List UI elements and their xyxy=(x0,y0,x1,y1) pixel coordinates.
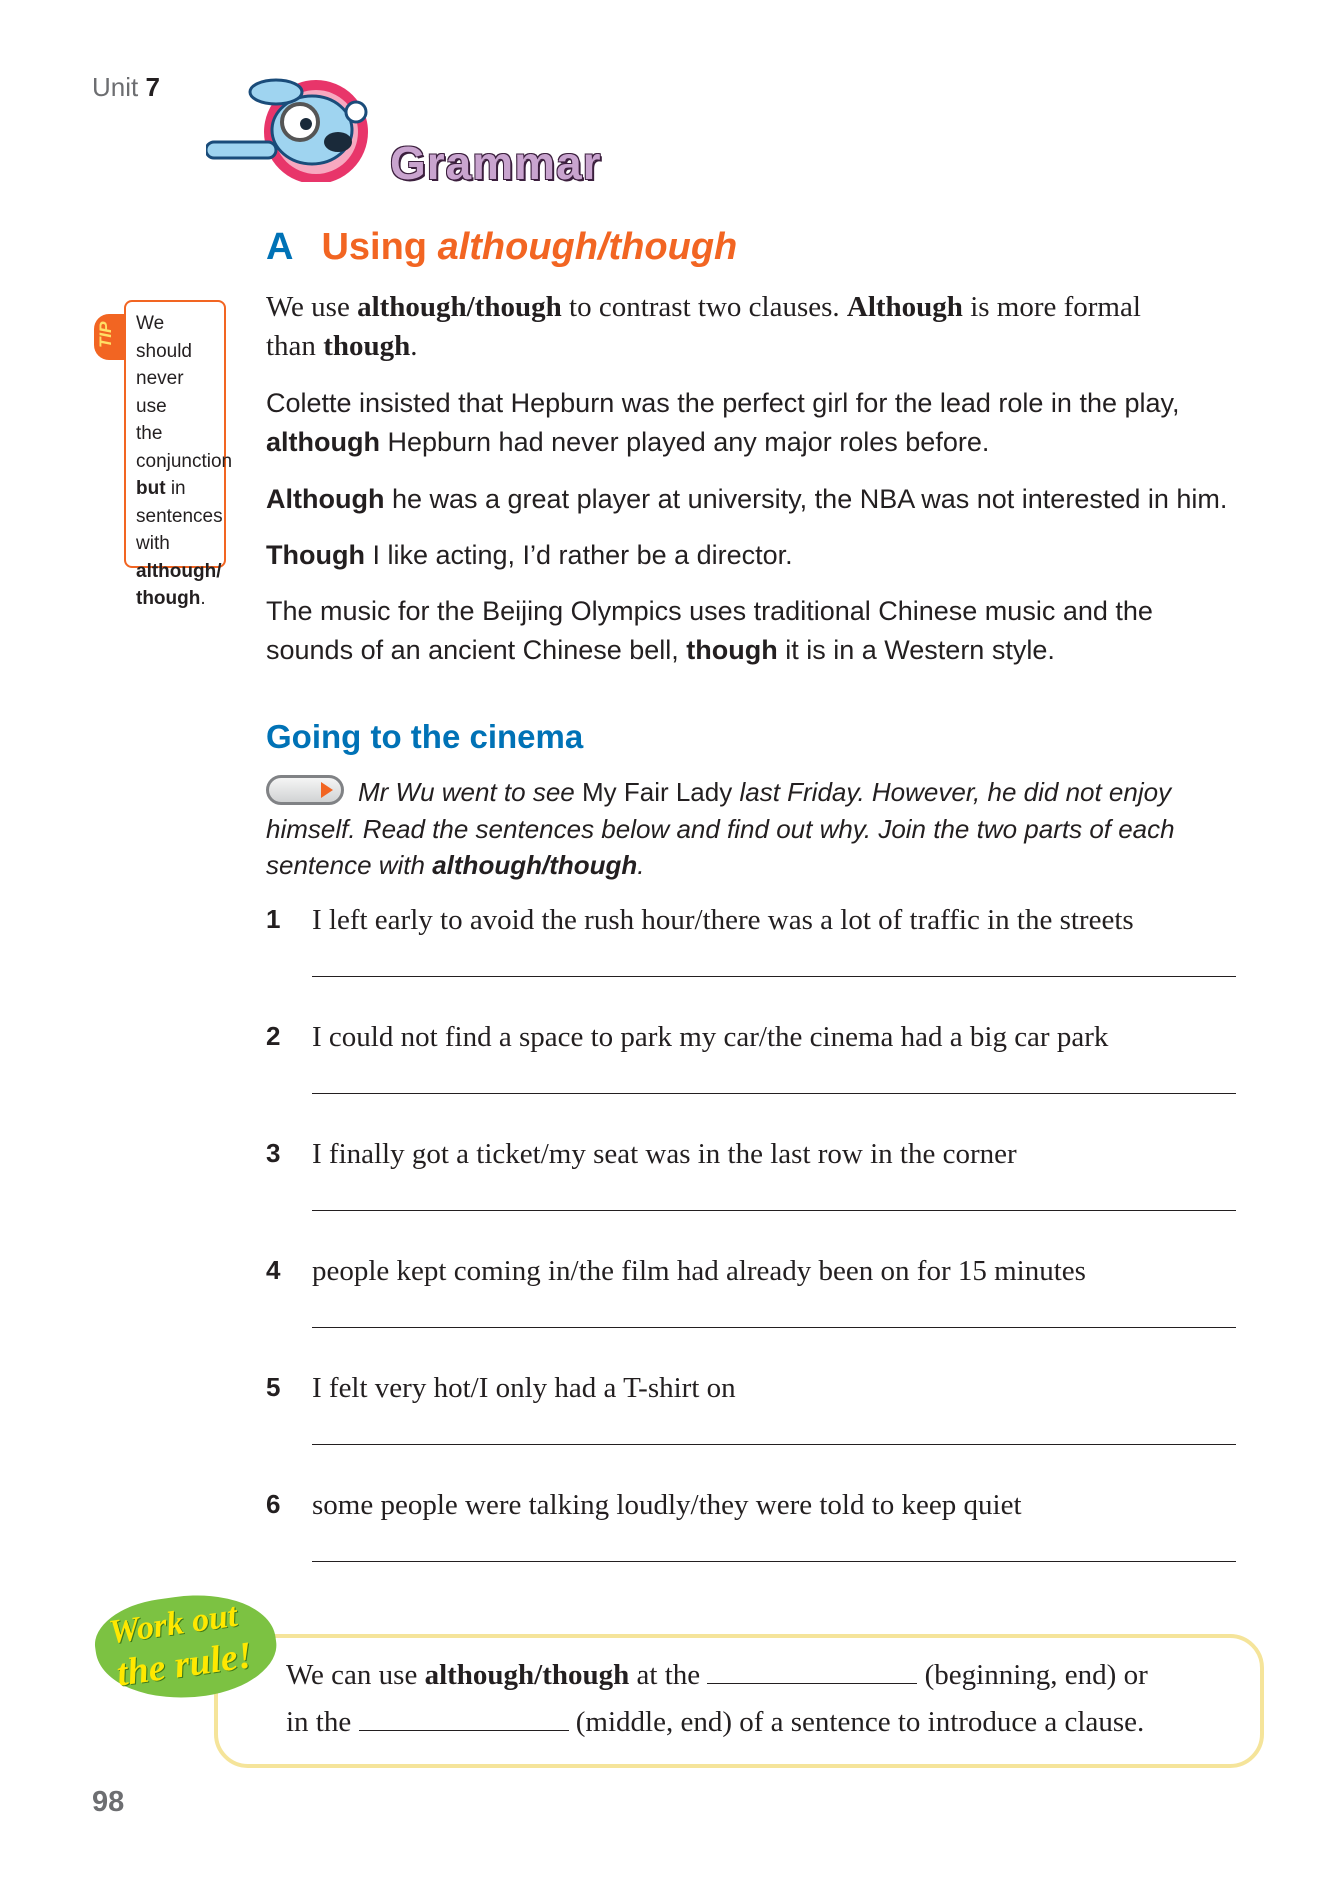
text: Mr Wu went to see xyxy=(358,777,582,807)
grammar-title: Grammar xyxy=(390,137,602,189)
tip-line: sentences xyxy=(136,505,223,527)
bold-text: Although xyxy=(266,484,385,514)
tip-line: with xyxy=(136,533,170,554)
bold-text: Although xyxy=(846,291,963,323)
unit-number: 7 xyxy=(145,72,160,102)
tip-bold-word: though xyxy=(136,588,201,609)
bold-text: though xyxy=(323,330,411,362)
tip-line: the xyxy=(136,423,163,444)
tip-text: . xyxy=(200,588,206,609)
item-text: people kept coming in/the film had already been on for 15 minutes xyxy=(312,1255,1086,1287)
badge-line: the rule! xyxy=(114,1634,255,1695)
item-number: 6 xyxy=(266,1489,281,1519)
badge-line: Work out xyxy=(106,1596,240,1652)
section-letter: A xyxy=(266,226,294,268)
example-3 xyxy=(266,536,793,575)
text: sentence with xyxy=(266,850,433,880)
text: himself. Read the sentences below and find out why. Join the two parts of each xyxy=(266,813,1175,844)
example-1 xyxy=(266,384,1180,462)
page-number: 98 xyxy=(92,1786,125,1818)
bold-text: although/though xyxy=(432,850,638,880)
text: (middle, end) of a sentence to introduce a clause. xyxy=(568,1706,1145,1738)
tip-line: never use xyxy=(136,368,184,417)
example-4 xyxy=(266,592,1153,670)
item-number: 2 xyxy=(266,1021,281,1051)
tip-line xyxy=(136,475,218,503)
item-text: I could not find a space to park my car/the cinema had a big car park xyxy=(312,1021,1109,1053)
rule-blank[interactable] xyxy=(359,1707,569,1731)
example-2 xyxy=(266,480,1227,519)
answer-line[interactable] xyxy=(312,1210,1236,1211)
tip-line: conjunction xyxy=(136,450,233,472)
item-number: 5 xyxy=(266,1372,281,1402)
item-number: 3 xyxy=(266,1138,281,1168)
text: We can use xyxy=(286,1659,425,1691)
text: The music for the Beijing Olympics uses traditional Chinese music and the xyxy=(266,596,1153,626)
bold-text: although/though xyxy=(357,291,562,323)
tip-bold-word: but xyxy=(136,478,166,499)
text: last Friday. However, he did not enjoy xyxy=(732,777,1172,807)
answer-line[interactable] xyxy=(312,1561,1236,1562)
text: Colette insisted that Hepburn was the perfect girl for the lead role in the play, xyxy=(266,388,1180,418)
item-text: some people were talking loudly/they were told to keep quiet xyxy=(312,1489,1022,1521)
item-text: I left early to avoid the rush hour/there was a lot of traffic in the streets xyxy=(312,904,1134,936)
text: sounds of an ancient Chinese bell, xyxy=(266,635,687,665)
tip-line xyxy=(136,585,218,613)
tip-bold-word: although/ xyxy=(136,560,222,582)
exercise-instructions xyxy=(266,774,1266,884)
text: Hepburn had never played any major roles before. xyxy=(379,427,990,457)
bold-text: Though xyxy=(266,540,365,570)
bold-text: although xyxy=(266,427,380,457)
text: I like acting, I’d rather be a director. xyxy=(364,540,793,570)
item-text: I felt very hot/I only had a T-shirt on xyxy=(312,1372,736,1404)
answer-line[interactable] xyxy=(312,1444,1236,1445)
item-number: 1 xyxy=(266,904,281,934)
film-title: My Fair Lady xyxy=(581,777,733,807)
exercise-heading: Going to the cinema xyxy=(266,718,584,755)
section-title xyxy=(321,226,737,268)
text: (beginning, end) or xyxy=(917,1659,1148,1691)
text: . xyxy=(637,850,645,880)
text: at the xyxy=(629,1659,708,1691)
rule-blank[interactable] xyxy=(707,1660,917,1684)
tip-box xyxy=(124,300,233,609)
item-text: I finally got a ticket/my seat was in the last row in the corner xyxy=(312,1138,1017,1170)
section-title-italic: although/though xyxy=(437,226,738,268)
text: than xyxy=(266,330,324,362)
text: is more formal xyxy=(962,291,1141,323)
tip-line: We should xyxy=(136,313,192,362)
tip-tab xyxy=(94,314,124,360)
answer-line[interactable] xyxy=(312,1093,1236,1094)
section-a-heading xyxy=(266,226,737,269)
unit-word: Unit xyxy=(92,72,139,102)
text: . xyxy=(410,330,418,362)
tip-line xyxy=(136,558,222,586)
mascot-dog-icon xyxy=(206,72,396,182)
unit-label xyxy=(92,72,160,103)
answer-line[interactable] xyxy=(312,976,1236,977)
item-number: 4 xyxy=(266,1255,281,1285)
rule-text xyxy=(286,1652,1256,1746)
text: We use xyxy=(266,291,358,323)
bold-text: although/though xyxy=(424,1659,630,1691)
tip-text: in xyxy=(165,478,186,499)
intro-paragraph xyxy=(266,288,1141,366)
tip-label: TIP xyxy=(96,321,115,348)
text: he was a great player at university, the NBA was not interested in him. xyxy=(384,484,1228,514)
bold-text: though xyxy=(686,635,778,665)
text: it is in a Western style. xyxy=(777,635,1055,665)
audio-play-icon[interactable] xyxy=(266,775,344,805)
text: in the xyxy=(286,1706,359,1738)
answer-line[interactable] xyxy=(312,1327,1236,1328)
text: to contrast two clauses. xyxy=(561,291,847,323)
section-title-prefix: Using xyxy=(321,226,438,268)
